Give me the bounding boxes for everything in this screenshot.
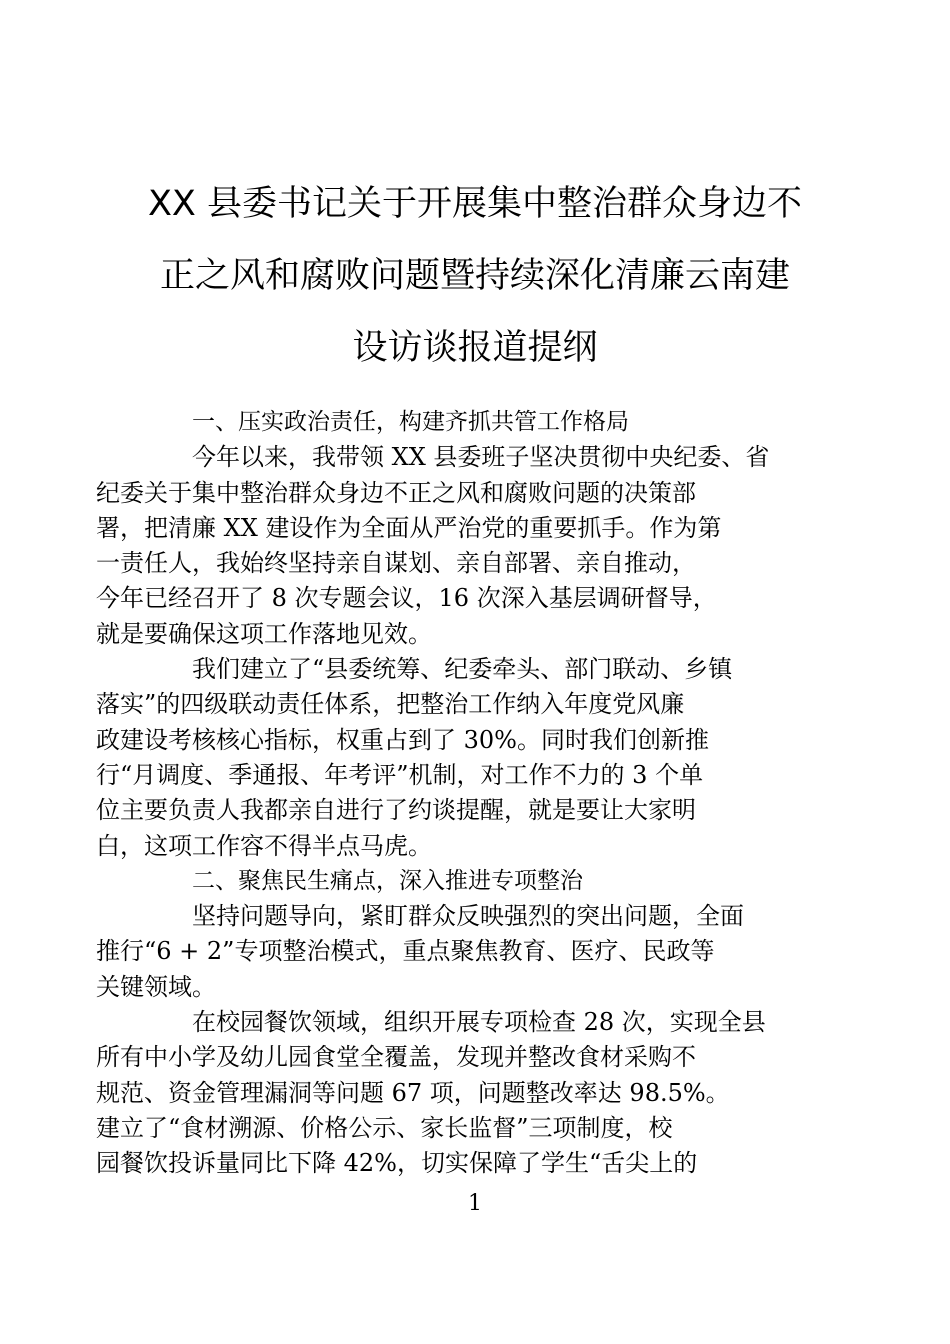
text-line: 署，把清廉 XX 建设作为全面从严治党的重要抓手。作为第 [96,513,722,542]
text-line: 行“月调度、季通报、年考评”机制，对工作不力的 3 个单 [96,760,704,789]
text-line: 落实”的四级联动责任体系，把整治工作纳入年度党风廉 [96,690,685,719]
section-heading: 一、压实政治责任，构建齐抓共管工作格局 [192,409,629,435]
text-line: 在校园餐饮领域，组织开展专项检查 28 次，实现全县 [192,1008,766,1037]
paragraph [96,899,812,1005]
text-line: 位主要负责人我都亲自进行了约谈提醒，就是要让大家明 [96,796,696,825]
document-title [120,168,830,384]
text-line: 关键领域。 [96,972,216,1001]
text-line: 一责任人，我始终坚持亲自谋划、亲自部署、亲自推动， [96,549,696,578]
document-body [96,405,812,1182]
text-line: 今年已经召开了 8 次专题会议，16 次深入基层调研督导， [96,584,717,613]
text-line: 建立了“食材溯源、价格公示、家长监督”三项制度，校 [96,1113,673,1142]
text-line: 园餐饮投诉量同比下降 42%，切实保障了学生“舌尖上的 [96,1149,698,1178]
text-line: 坚持问题导向，紧盯群众反映强烈的突出问题，全面 [192,902,744,931]
paragraph [96,440,812,652]
text-line: 推行“6 + 2”专项整治模式，重点聚焦教育、医疗、民政等 [96,937,715,966]
title-line: 正之风和腐败问题暨持续深化清廉云南建 [159,256,790,296]
text-line: 就是要确保这项工作落地见效。 [96,619,432,648]
paragraph [96,1005,812,1181]
page-number: 1 [468,1191,482,1216]
title-line: 设访谈报道提纲 [352,328,598,368]
text-line: 政建设考核核心指标，权重占到了 30%。同时我们创新推 [96,725,709,754]
text-line: 我们建立了“县委统筹、纪委牵头、部门联动、乡镇 [192,655,733,684]
text-line: 纪委关于集中整治群众身边不正之风和腐败问题的决策部 [96,478,696,507]
text-line: 所有中小学及幼儿园食堂全覆盖，发现并整改食材采购不 [96,1043,696,1072]
section-heading: 二、聚焦民生痛点，深入推进专项整治 [192,867,583,894]
text-line: 今年以来，我带领 XX 县委班子坚决贯彻中央纪委、省 [192,443,770,472]
title-line: XX 县委书记关于开展集中整治群众身边不 [147,184,803,224]
paragraph [96,652,812,864]
text-line: 白，这项工作容不得半点马虎。 [96,831,432,860]
text-line: 规范、资金管理漏洞等问题 67 项，问题整改率达 98.5%。 [96,1078,730,1107]
